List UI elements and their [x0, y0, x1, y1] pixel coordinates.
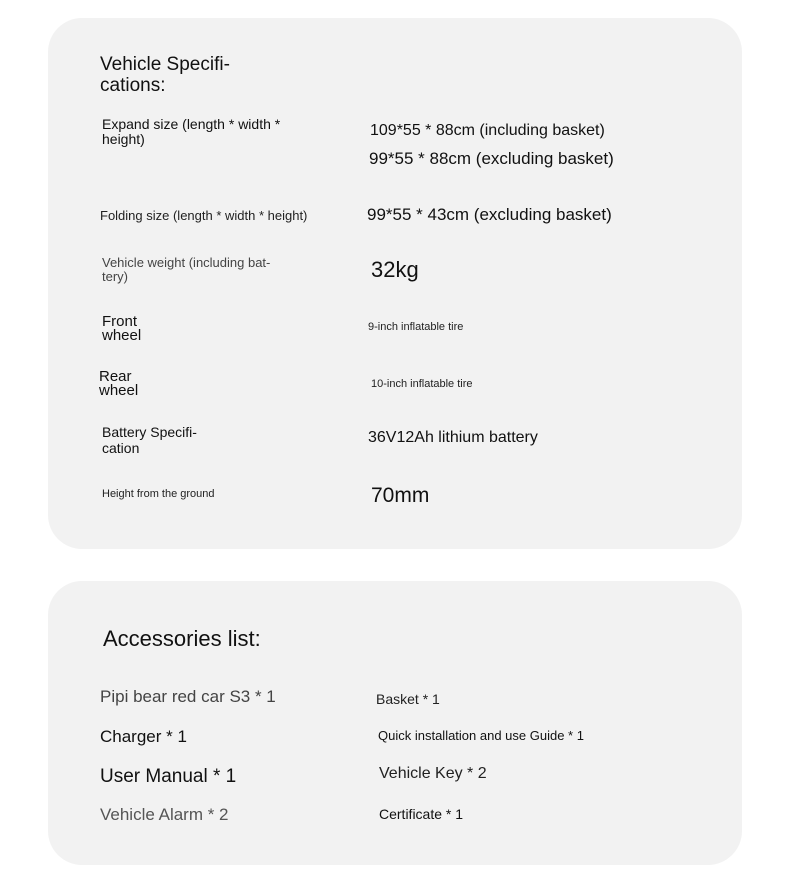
accessory-item-vehicle-alarm: Vehicle Alarm * 2 — [100, 805, 229, 824]
spec-label-expand-size: Expand size (length * width * height) — [102, 116, 281, 147]
spec-label-front-wheel: Front wheel — [102, 313, 142, 344]
accessory-item-pipi-bear-car: Pipi bear red car S3 * 1 — [100, 687, 276, 706]
spec-value-height-from-ground: 70mm — [371, 484, 430, 507]
spec-value-expand-size-excluding: 99*55 * 88cm (excluding basket) — [369, 149, 614, 168]
accessory-item-quick-guide: Quick installation and use Guide * 1 — [378, 728, 584, 743]
spec-value-folding-size: 99*55 * 43cm (excluding basket) — [367, 205, 612, 224]
accessory-item-vehicle-key: Vehicle Key * 2 — [379, 765, 487, 782]
specifications-title: Vehicle Specifi- cations: — [100, 54, 230, 96]
accessory-item-certificate: Certificate * 1 — [379, 806, 464, 822]
accessory-item-user-manual: User Manual * 1 — [100, 766, 237, 787]
spec-value-expand-size-including: 109*55 * 88cm (including basket) — [370, 122, 605, 139]
spec-value-front-wheel: 9-inch inflatable tire — [368, 321, 464, 333]
spec-label-rear-wheel: Rear wheel — [99, 368, 139, 399]
accessory-item-charger: Charger * 1 — [100, 727, 187, 746]
accessory-item-basket: Basket * 1 — [376, 691, 440, 707]
spec-value-vehicle-weight: 32kg — [371, 257, 419, 282]
spec-value-rear-wheel: 10-inch inflatable tire — [371, 378, 473, 390]
spec-label-battery: Battery Specifi- cation — [102, 424, 197, 456]
spec-label-height-from-ground: Height from the ground — [102, 488, 215, 500]
spec-label-folding-size: Folding size (length * width * height) — [100, 208, 308, 223]
spec-label-vehicle-weight: Vehicle weight (including bat- tery) — [102, 255, 271, 284]
spec-value-battery: 36V12Ah lithium battery — [368, 429, 538, 446]
accessories-title: Accessories list: — [103, 626, 261, 651]
vehicle-specifications-card — [48, 18, 742, 549]
accessories-list-card — [48, 581, 742, 865]
